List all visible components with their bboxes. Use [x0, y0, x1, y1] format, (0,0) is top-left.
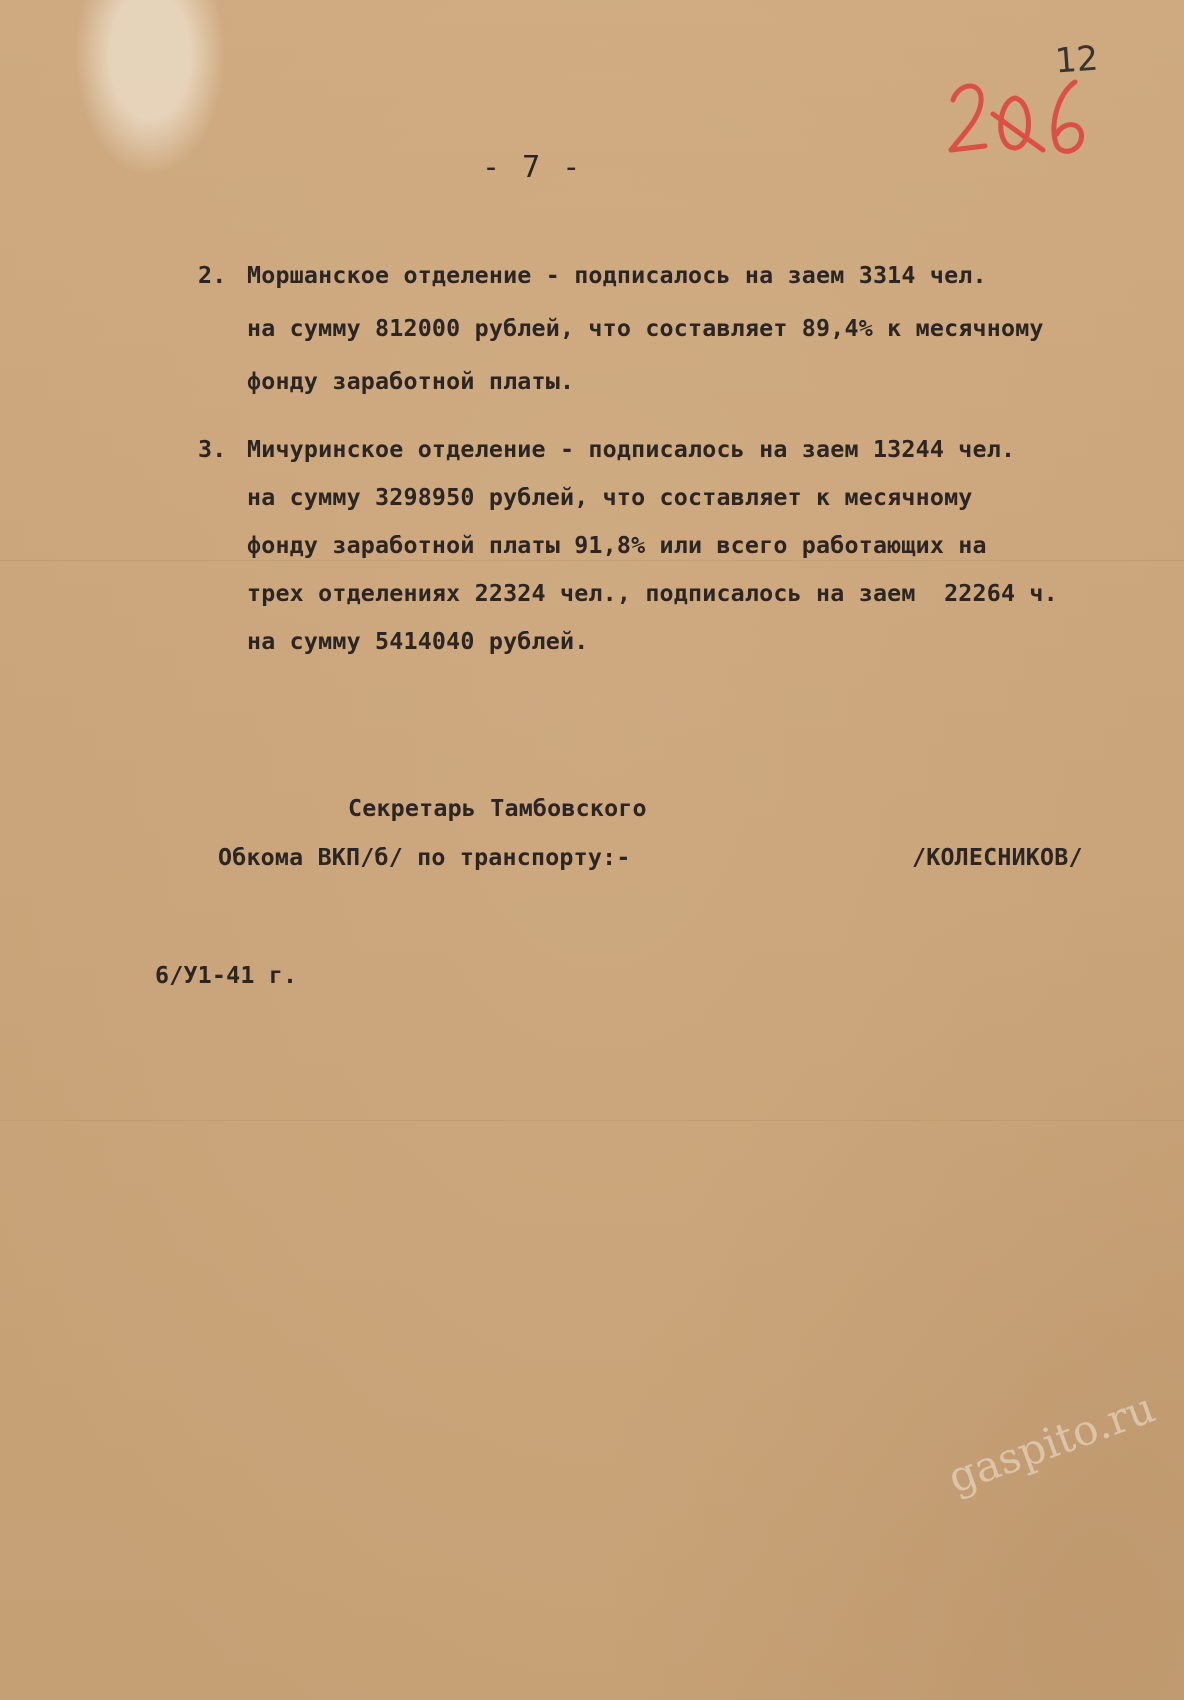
signatory-name: /КОЛЕСНИКОВ/: [912, 844, 1083, 871]
item-line: на сумму 5414040 рублей.: [247, 628, 589, 655]
item-line: на сумму 3298950 рублей, что составляет к месячному: [247, 484, 973, 511]
item-line: фонду заработной платы 91,8% или всего работающих на: [247, 532, 987, 559]
item-line: Моршанское отделение - подписалось на заем 3314 чел.: [247, 262, 987, 289]
paper-crease: [0, 1120, 1184, 1121]
item-line: на сумму 812000 рублей, что составляет 89,4% к месячному: [247, 315, 1044, 342]
item-number: 3.: [198, 436, 227, 463]
paper-crease: [0, 560, 1184, 561]
archive-number-red-stamp: [945, 68, 1095, 168]
signature-title: Секретарь Тамбовского: [348, 795, 647, 822]
item-line: трех отделениях 22324 чел., подписалось на заем 22264 ч.: [247, 580, 1058, 607]
item-line: фонду заработной платы.: [247, 368, 575, 395]
signature-title: Обкома ВКП/б/ по транспорту:-: [218, 844, 631, 871]
watermark: gaspito.ru: [941, 1382, 1162, 1503]
archive-number-handwritten: 12: [1053, 38, 1100, 82]
document-date: 6/У1-41 г.: [155, 962, 298, 989]
item-number: 2.: [198, 262, 227, 289]
item-line: Мичуринское отделение - подписалось на заем 13244 чел.: [247, 436, 1016, 463]
page-number: - 7 -: [482, 150, 583, 185]
